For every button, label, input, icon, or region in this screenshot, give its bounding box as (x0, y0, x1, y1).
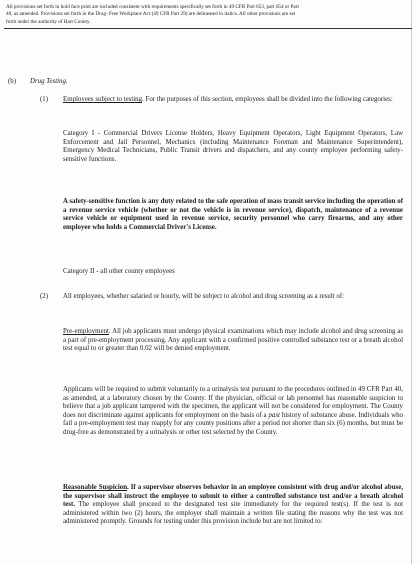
item-1-paragraph (63, 96, 403, 105)
item-1-marker: (1) (40, 96, 49, 103)
item-2-intro: All employees, whether salaried or hourly, will be subject to alcohol and drug screening as a result of: (63, 293, 345, 300)
applicants-paragraph (63, 386, 403, 438)
applicants-text-past: past (268, 411, 280, 419)
reasonable-suspicion-bold-text: . If a supervisor observes behavior in an employee consistent with drug and/or alcohol abuse, the supervisor shall instruct the employee to submit to either a controlled substance test and/or a breath alcohol test. (63, 484, 403, 509)
safety-sensitive-definition: A safety-sensitive function is any duty related to the safe operation of mass transit service including the operation of a revenue service vehicle (whether or not the vehicle is in revenue service), dispatch, maintenance of a revenue service vehicle or equipment used in revenue service, security personnel who carry firearms, and any other employee who holds a Commercial Driver's License. (63, 198, 403, 231)
pre-employment-paragraph (63, 328, 403, 354)
reasonable-suspicion-heading: Reasonable Suspicion (63, 484, 128, 491)
header-note (6, 4, 411, 26)
pre-employment-text: . All job applicants must undergo physical examinations which may include alcohol and drug screening as a part of pre-employment processing. Any applicant with a confirmed positive controlled substance test or a breath alcohol test equal to or greater than 0.02 will be denied employment. (63, 328, 403, 353)
pre-employment-heading: Pre-employment (63, 328, 109, 335)
scan-edge-line (411, 0, 412, 564)
section-title: Drug Testing. (30, 78, 68, 85)
header-note-line-3: forth under the authority of Hart County. (6, 18, 91, 25)
reasonable-suspicion-paragraph (63, 484, 403, 527)
header-divider (4, 28, 412, 29)
item-1-heading: Employees subject to testing (63, 96, 143, 103)
category-2-paragraph: Category II - all other county employees (63, 268, 175, 275)
header-note-line-1: All provisions set forth in bold face print are included consistent with requirements specifically set forth in 49 CFR Part 653, part 654 or Part (6, 4, 299, 10)
reasonable-suspicion-text: The employee shall proceed to the designated test site immediately for the required test(s). If the test is not administered within two (2) hours, the employer shall maintain a written file stating the reasons why the test was not administered promptly. Grounds for testing under this provision include but are not limited to: (63, 501, 403, 526)
category-1-paragraph: Category I - Commercial Drivers License Holders, Heavy Equipment Operators, Light Equipment Operators, Law Enforcement and Jail Personnel, Mechanics (including Maintenance Foreman and Maintenance Superintendent), Emergency Medical Technicians, Public Transit drivers and dispatchers, and any county employee performing safety-sensitive functions. (63, 130, 403, 163)
header-note-line-2: 40, as amended. Provisions set forth in the Drug- Free Workplace Act (49 CFR Part 29) are delineated in italics. All other provisions are set (6, 11, 296, 18)
applicants-text-part-2: history of substance abuse. Individuals who fail a pre-employment test may reapply for any county positions after a period not shorter than six (6) months, but must be drug-free as demonstrated by a urinalysis or other test selected by the County. (63, 411, 403, 436)
item-1-text: . For the purposes of this section, employees shall be divided into the following categories: (142, 96, 393, 103)
item-2-marker: (2) (40, 293, 49, 300)
applicants-text-part-1: Applicants will be required to submit voluntarily to a urinalysis test pursuant to the procedures outlined in 49 CFR Part 40, as amended, at a laboratory chosen by the County. If the physician, official or lab personnel has reasonable suspicion to believe that a job applicant tampered with the specimen, the applicant will not be considered for employment. The County does not discriminate against applicants for employment on the basis of a (63, 386, 403, 419)
section-marker: (b) (8, 78, 17, 85)
